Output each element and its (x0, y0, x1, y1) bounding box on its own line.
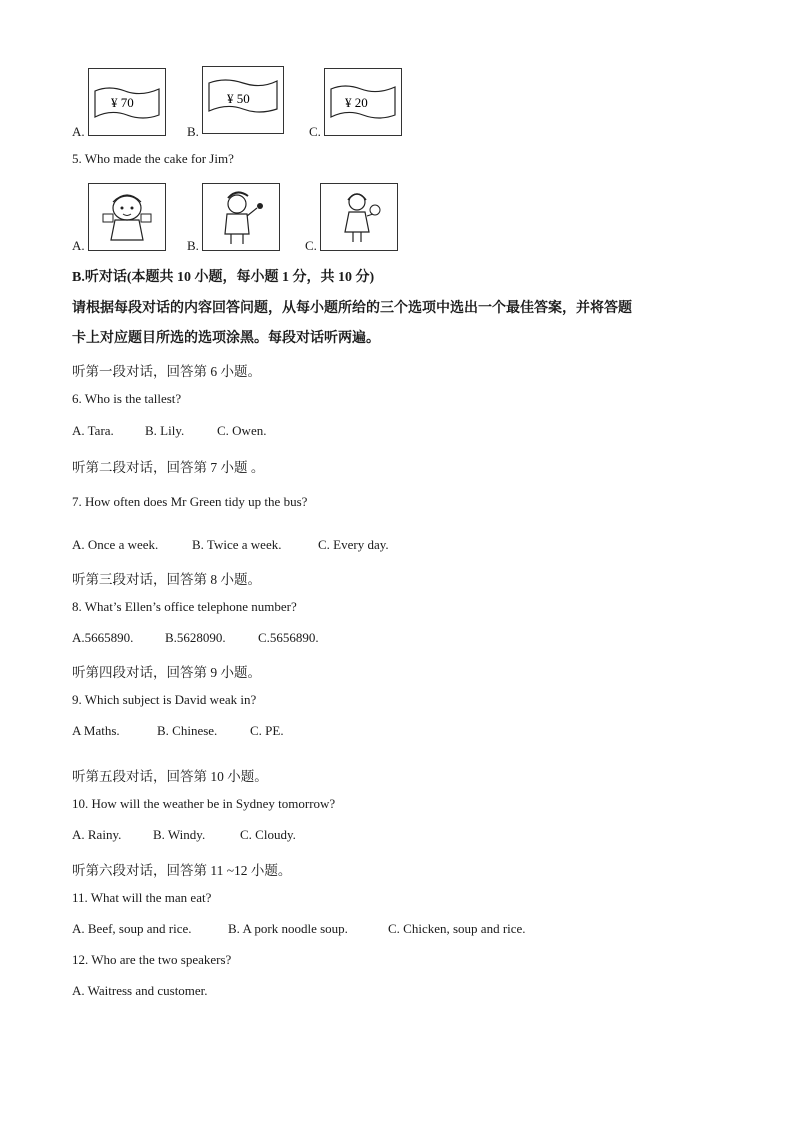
dialogue-2-instruction: 听第二段对话，回答第 7 小题 。 (72, 460, 265, 475)
q10-option-c: C. Cloudy. (240, 827, 296, 842)
q5-option-b-man-cartoon-picture (202, 183, 280, 251)
q5-option-b-letter: B. (187, 238, 199, 253)
q8-option-c: C.5656890. (258, 630, 319, 645)
q9-option-b: B. Chinese. (157, 723, 218, 738)
q5-option-a-letter: A. (72, 238, 85, 253)
q12-option-a: A. Waitress and customer. (72, 983, 208, 998)
q4-option-a-letter: A. (72, 124, 85, 139)
q4-option-b-letter: B. (187, 124, 199, 139)
q6-option-b: B. Lily. (145, 423, 185, 438)
q4-option-b-amount: ¥ 50 (227, 91, 250, 106)
q7-question: 7. How often does Mr Green tidy up the bus? (72, 494, 308, 509)
section-b-instruction-line-2: 卡上对应题目所选的选项涂黑。每段对话听两遍。 (72, 331, 380, 346)
q5-option-c-girl-cartoon-picture (320, 183, 398, 251)
q11-option-a: A. Beef, soup and rice. (72, 921, 192, 936)
q4-option-c-letter: C. (309, 124, 321, 139)
q6-question: 6. Who is the tallest? (72, 391, 182, 406)
q9-option-c: C. PE. (250, 723, 284, 738)
q4-option-b-banknote-picture (202, 66, 284, 134)
dialogue-1-instruction: 听第一段对话，回答第 6 小题。 (72, 364, 261, 379)
q6-option-c: C. Owen. (217, 423, 267, 438)
q7-option-a: A. Once a week. (72, 537, 159, 552)
q6-option-a: A. Tara. (72, 423, 114, 438)
q4-option-c-banknote-picture (324, 68, 402, 136)
q11-option-b: B. A pork noodle soup. (228, 921, 348, 936)
section-b-instruction-line-1: 请根据每段对话的内容回答问题，从每小题所给的三个选项中选出一个最佳答案，并将答题 (72, 301, 632, 316)
q8-option-b: B.5628090. (165, 630, 226, 645)
q4-option-c-amount: ¥ 20 (345, 95, 368, 110)
q11-option-c: C. Chicken, soup and rice. (388, 921, 526, 936)
dialogue-6-instruction: 听第六段对话，回答第 11 ~12 小题。 (72, 863, 292, 878)
q7-option-b: B. Twice a week. (192, 537, 282, 552)
dialogue-5-instruction: 听第五段对话，回答第 10 小题。 (72, 769, 268, 784)
q8-option-a: A.5665890. (72, 630, 134, 645)
q10-question: 10. How will the weather be in Sydney tomorrow? (72, 796, 336, 811)
dialogue-3-instruction: 听第三段对话，回答第 8 小题。 (72, 572, 261, 587)
q5-question: 5. Who made the cake for Jim? (72, 151, 234, 166)
q7-option-c: C. Every day. (318, 537, 389, 552)
q8-question: 8. What’s Ellen’s office telephone number? (72, 599, 297, 614)
q9-option-a: A Maths. (72, 723, 120, 738)
q10-option-a: A. Rainy. (72, 827, 122, 842)
q5-option-c-letter: C. (305, 238, 317, 253)
q4-option-a-amount: ¥ 70 (111, 95, 134, 110)
q9-question: 9. Which subject is David weak in? (72, 692, 257, 707)
q5-option-a-chef-cartoon-picture (88, 183, 166, 251)
section-b-title: B.听对话(本题共 10 小题，每小题 1 分，共 10 分) (72, 270, 375, 285)
dialogue-4-instruction: 听第四段对话，回答第 9 小题。 (72, 665, 261, 680)
q4-option-a-banknote-picture (88, 68, 166, 136)
q12-question: 12. Who are the two speakers? (72, 952, 232, 967)
q10-option-b: B. Windy. (153, 827, 206, 842)
q11-question: 11. What will the man eat? (72, 890, 212, 905)
